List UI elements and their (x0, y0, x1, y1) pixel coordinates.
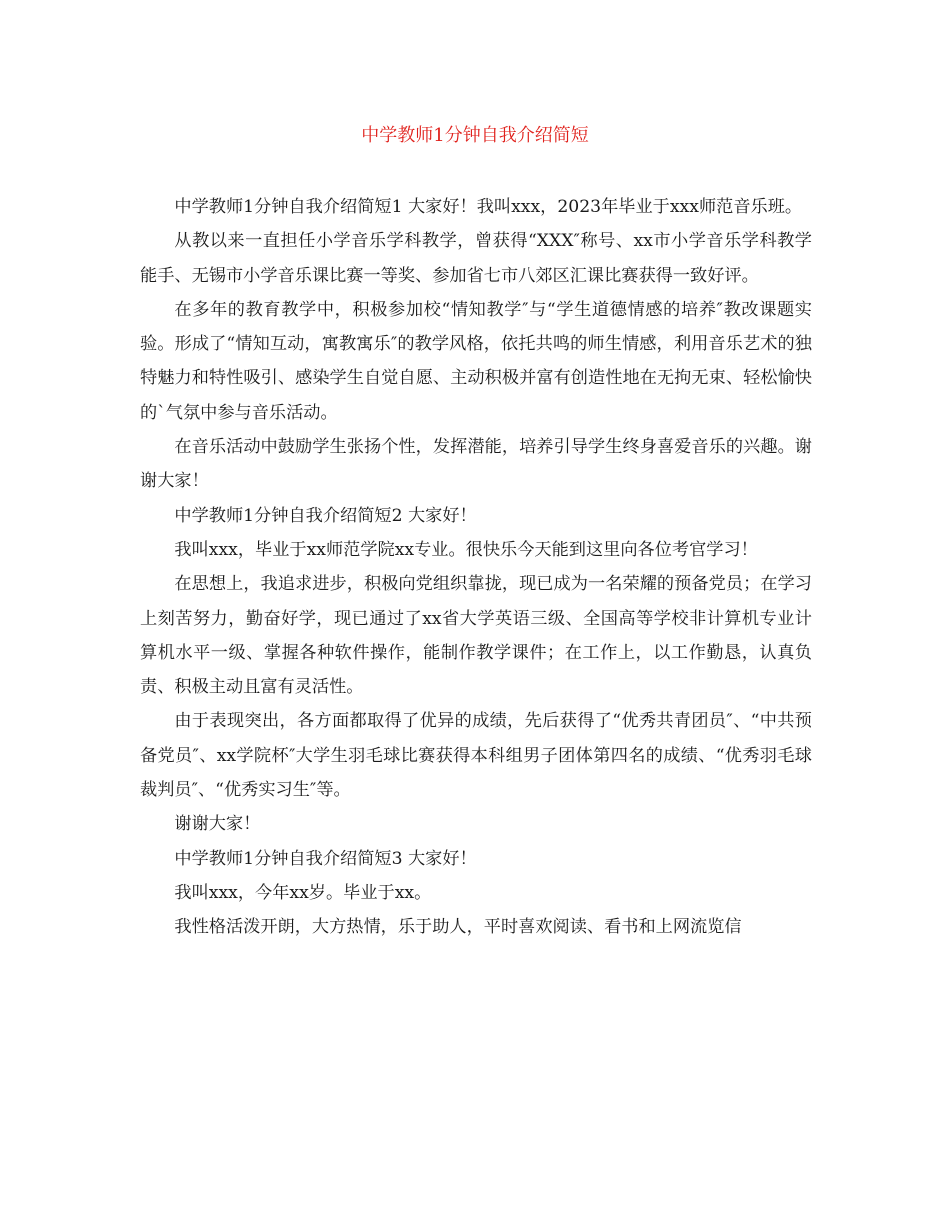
paragraph: 中学教师1分钟自我介绍简短2 大家好！ (174, 505, 477, 526)
paragraph: 由于表现突出，各方面都取得了优异的成绩，先后获得了“优秀共青团员″、“中共预备党员″、xx学院杯″大学生羽毛球比赛获得本科组男子团体第四名的成绩、“优秀羽毛球裁判员″、“优秀实习生″等。 (140, 711, 812, 801)
paragraph: 我叫xxx，今年xx岁。毕业于xx。 (174, 882, 432, 903)
paragraph: 在音乐活动中鼓励学生张扬个性，发挥潜能，培养引导学生终身喜爱音乐的兴趣。谢谢大家！ (140, 437, 812, 492)
paragraph: 我性格活泼开朗，大方热情，乐于助人，平时喜欢阅读、看书和上网流览信 (174, 917, 742, 938)
paragraph: 中学教师1分钟自我介绍简短1 大家好！我叫xxx，2023年毕业于xxx师范音乐班。 (174, 197, 803, 217)
paragraph: 谢谢大家！ (174, 814, 261, 835)
paragraph: 在多年的教育教学中，积极参加校“情知教学″与“学生道德情感的培养″教改课题实验。形成了“情知互动，寓教寓乐″的教学风格，依托共鸣的师生情感，利用音乐艺术的独特魅力和特性吸引、感染学生自觉自愿、主动积极并富有创造性地在无拘无束、轻松愉快的`气氛中参与音乐活动。 (140, 299, 812, 423)
paragraph: 中学教师1分钟自我介绍简短3 大家好！ (174, 848, 477, 869)
paragraph: 我叫xxx，毕业于xx师范学院xx专业。很快乐今天能到这里向各位考官学习！ (174, 539, 758, 560)
paragraph: 在思想上，我追求进步，积极向党组织靠拢，现已成为一名荣耀的预备党员；在学习上刻苦努力，勤奋好学，现已通过了xx省大学英语三级、全国高等学校非计算机专业计算机水平一级、掌握各种软件操作，能制作教学课件；在工作上，以工作勤恳，认真负责、积极主动且富有灵活性。 (140, 574, 812, 698)
paragraph: 从教以来一直担任小学音乐学科教学，曾获得“XXX″称号、xx市小学音乐学科教学能手、无锡市小学音乐课比赛一等奖、参加省七市八郊区汇课比赛获得一致好评。 (140, 231, 812, 286)
document-body (140, 190, 812, 945)
document-title: 中学教师1分钟自我介绍简短 (361, 125, 589, 146)
